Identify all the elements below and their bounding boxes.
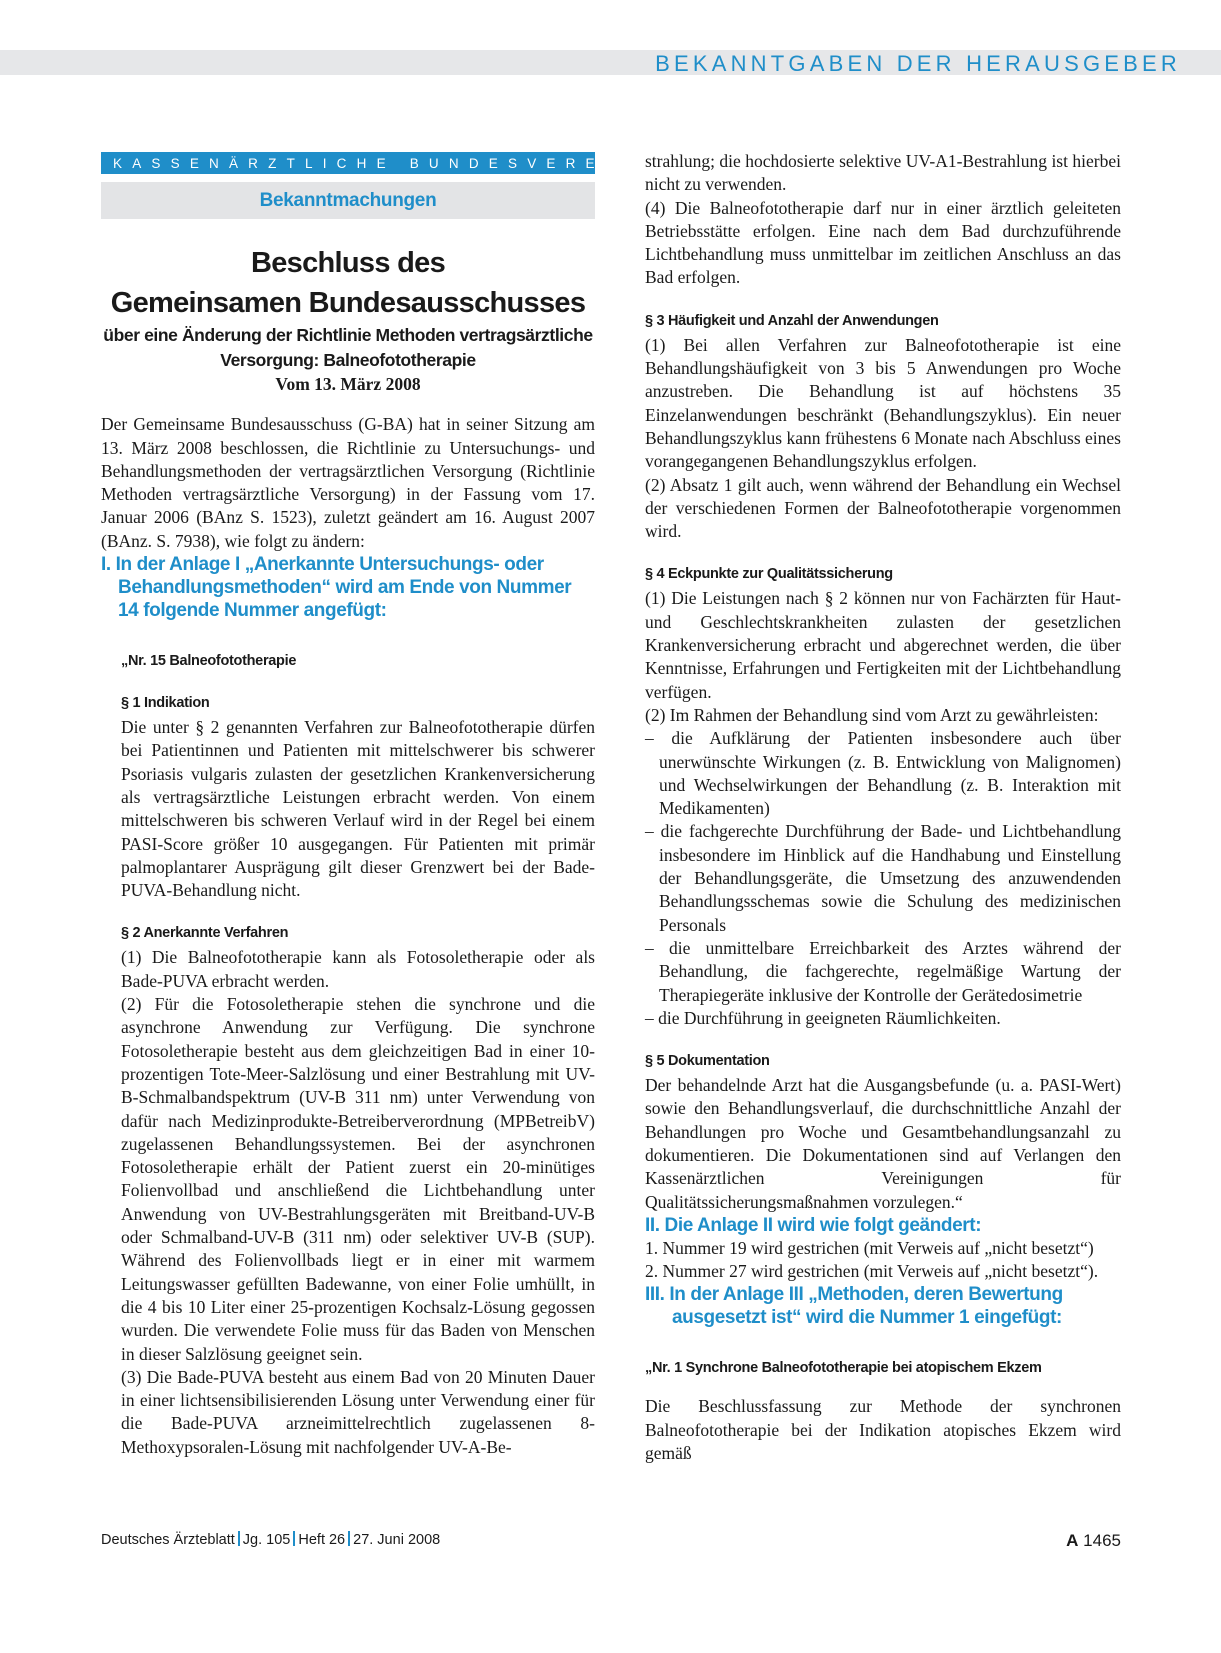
journal-issue: Heft 26	[298, 1532, 346, 1548]
section-4-para-2: (2) Im Rahmen der Behandlung sind vom Arzt zu gewährleisten:	[645, 704, 1099, 725]
title-line-1: Beschluss des	[251, 247, 445, 279]
document-date: Vom 13. März 2008	[275, 374, 421, 394]
section-3-para-2: (2) Absatz 1 gilt auch, wenn während der Behandlung ein Wechsel der verschiedenen Formen der Balneofototherapie vorgenommen wird.	[645, 474, 1121, 542]
list-item: – die Aufklärung der Patienten insbesondere auch über unerwünschte Wirkungen (z. B. Entwicklung von Malignomen) und Wechselwirkungen der Behandlung (z. B. Interaktion mit Medikamenten)	[645, 728, 1121, 819]
section-3-title: § 3 Häufigkeit und Anzahl der Anwendungen	[645, 312, 939, 329]
section-title: BEKANNTGABEN DER HERAUSGEBER	[655, 51, 1181, 76]
list-item: 2. Nummer 27 wird gestrichen (mit Verweis auf „nicht besetzt“).	[645, 1261, 1099, 1282]
right-column	[645, 150, 1121, 1465]
section-1-title: § 1 Indikation	[121, 695, 210, 712]
heading-part-III: III. In der Anlage III „Methoden, deren Bewertung ausgesetzt ist“ wird die Nummer 1 eingefügt:	[645, 1284, 1063, 1329]
section-2-para-3: (3) Die Bade-PUVA besteht aus einem Bad von 20 Minuten Dauer in einer lichtsensibilisierenden Lösung unter Verwendung einer für die Bade-PUVA arzneimittelrechtlich zugelassenen 8-Methoxypsoralen-Lösung mit nachfolgender UV-A-Be-	[121, 1366, 595, 1457]
section-4-title: § 4 Eckpunkte zur Qualitätssicherung	[645, 566, 893, 583]
page-prefix: A	[1066, 1531, 1079, 1550]
page-number-value: 1465	[1083, 1531, 1121, 1550]
journal-date: 27. Juni 2008	[353, 1532, 441, 1548]
list-item: – die unmittelbare Erreichbarkeit des Arztes während der Behandlung, die fachgerechte, regelmäßige Wartung der Therapiegeräte inklusive der Kontrolle der Gerätedosimetrie	[645, 937, 1121, 1005]
section-1-text: Die unter § 2 genannten Verfahren zur Balneofototherapie dürfen bei Patientinnen und Patienten mit mittelschwerer bis schwerer Psoriasis vulgaris zulasten der gesetzlichen Krankenversicherung als vertragsärztliche Leistungen erbracht werden. Von einem mittelschweren bis schweren Verlauf wird in der Regel bei einem PASI-Score größer 10 ausgegangen. Für Patienten mit primär palmoplantarer Ausprägung gilt dieser Grenzwert bei der Bade-PUVA-Behandlung nicht.	[121, 717, 595, 901]
section-2-para-1: (1) Die Balneofototherapie kann als Fotosoletherapie oder als Bade-PUVA erbracht werden.	[121, 947, 595, 991]
section-2-para-2: (2) Für die Fotosoletherapie stehen die synchrone und die asynchrone Anwendung zur Verfügung. Die synchrone Fotosoletherapie besteht aus dem gleichzeitigen Bad in einer 10-prozentigen Tote-Meer-Salzlösung und einer Bestrahlung mit UV-B-Schmalbandspektrum (UV-B 311 nm) unter Verwendung von dafür nach Medizinprodukte-Betreiberverordnung (MPBetreibV) zugelassenen Behandlungssystemen. Bei der asynchronen Fotosoletherapie erhält der Patient zuerst ein 20-minütiges Folienvollbad und anschließend die Lichtbehandlung unter Anwendung von UV-Bestrahlungsgeräten mit Breitband-UV-B oder Schmalband-UV-B (311 nm) oder selektiver UV-B (SUP). Während des Folienvollbads liegt er in einer mit warmem Leitungswasser gefüllten Badewanne, von einer Folie umhüllt, in die 4 bis 10 Liter einer 25-prozentigen Kochsalz-Lösung gegossen wurden. Die verwendete Folie muss für das Baden von Menschen in dieser Salzlösung geeignet sein.	[121, 994, 595, 1364]
section-5-text: Der behandelnde Arzt hat die Ausgangsbefunde (u. a. PASI-Wert) sowie den Behandlungsverlauf, die durchschnittliche Anzahl der Behandlungen pro Woche und Gesamtbehandlungsanzahl zu dokumentieren. Die Dokumentationen sind auf Verlangen den Kassenärztlichen Vereinigungen für Qualitätssicherungsmaßnahmen vorzulegen.“	[645, 1075, 1121, 1212]
journal-name: Deutsches Ärzteblatt	[101, 1532, 235, 1548]
journal-volume: Jg. 105	[242, 1532, 291, 1548]
continued-text: strahlung; die hochdosierte selektive UV-A1-Bestrahlung ist hierbei nicht zu verwenden.	[645, 151, 1121, 195]
final-paragraph: Die Beschlussfassung zur Methode der synchronen Balneofototherapie bei der Indikation atopisches Ekzem wird gemäß	[645, 1396, 1121, 1464]
section-4-para-1: (1) Die Leistungen nach § 2 können nur von Fachärzten für Haut- und Geschlechtskrankheiten zulasten der gesetzlichen Krankenversicherung erbracht und abgerechnet werden, die über Kenntnisse, Erfahrungen und Fertigkeiten mit der Lichtbehandlung verfügen.	[645, 588, 1121, 702]
separator	[238, 1531, 240, 1546]
nr15-block	[101, 650, 595, 1459]
section-header-bar	[0, 50, 1221, 75]
section-2-para-4: (4) Die Balneofototherapie darf nur in einer ärztlich geleiteten Betriebsstätte erfolgen. Eine nach dem Bad durchzuführende Lichtbehandlung muss unmittelbar im zeitlichen Anschluss an das Bad erfolgen.	[645, 197, 1121, 288]
section-5-title: § 5 Dokumentation	[645, 1053, 770, 1070]
heading-part-I: I. In der Anlage I „Anerkannte Untersuchungs- oder Behandlungsmethoden“ wird am Ende von Nummer 14 folgende Nummer angefügt:	[101, 554, 572, 622]
list-item: – die fachgerechte Durchführung der Bade- und Lichtbehandlung insbesondere im Hinblick auf die Handhabung und Einstellung der Behandlungsgeräte, die Umsetzung des anzuwendenden Behandlungsschemas sowie die Schulung des medizinischen Personals	[645, 821, 1121, 935]
heading-part-II: II. Die Anlage II wird wie folgt geändert:	[645, 1214, 982, 1236]
category-bar: Bekanntmachungen	[101, 182, 595, 219]
document-title	[101, 243, 595, 323]
list-item: – die Durchführung in geeigneten Räumlichkeiten.	[645, 1007, 1001, 1028]
title-line-2: Gemeinsamen Bundesausschusses	[110, 287, 586, 319]
document-subtitle: über eine Änderung der Richtlinie Methoden vertragsärztliche Versorgung: Balneofototherapie	[103, 325, 593, 370]
separator	[293, 1531, 295, 1546]
list-item: 1. Nummer 19 wird gestrichen (mit Verweis auf „nicht besetzt“)	[645, 1237, 1094, 1258]
kbv-bar: KASSENÄRZTLICHE BUNDESVEREINIGUNG	[101, 152, 595, 174]
footer-citation	[101, 1531, 440, 1551]
intro-paragraph: Der Gemeinsame Bundesausschuss (G-BA) hat in seiner Sitzung am 13. März 2008 beschlossen, die Richtlinie zu Untersuchungs- und Behandlungsmethoden der vertragsärztlichen Versorgung (Richtlinie Methoden vertragsärztliche Versorgung) in der Fassung vom 17. Januar 2006 (BAnz S. 1523), zuletzt geändert am 16. August 2007 (BAnz. S. 7938), wie folgt zu ändern:	[101, 414, 595, 551]
section-2-title: § 2 Anerkannte Verfahren	[121, 925, 289, 942]
nr1-title: „Nr. 1 Synchrone Balneofototherapie bei atopischem Ekzem	[645, 1360, 1042, 1377]
separator	[348, 1531, 350, 1546]
page-number	[1066, 1531, 1121, 1551]
nr15-title: „Nr. 15 Balneofototherapie	[121, 653, 297, 670]
section-3-para-1: (1) Bei allen Verfahren zur Balneofototherapie ist eine Behandlungshäufigkeit von 3 bis 5 Anwendungen pro Woche anzustreben. Die Behandlung ist auf höchstens 35 Einzelanwendungen beschränkt (Behandlungszyklus). Ein neuer Behandlungszyklus kann frühestens 6 Monate nach Abschluss eines vorangegangenen Behandlungszyklus erfolgen.	[645, 334, 1121, 472]
